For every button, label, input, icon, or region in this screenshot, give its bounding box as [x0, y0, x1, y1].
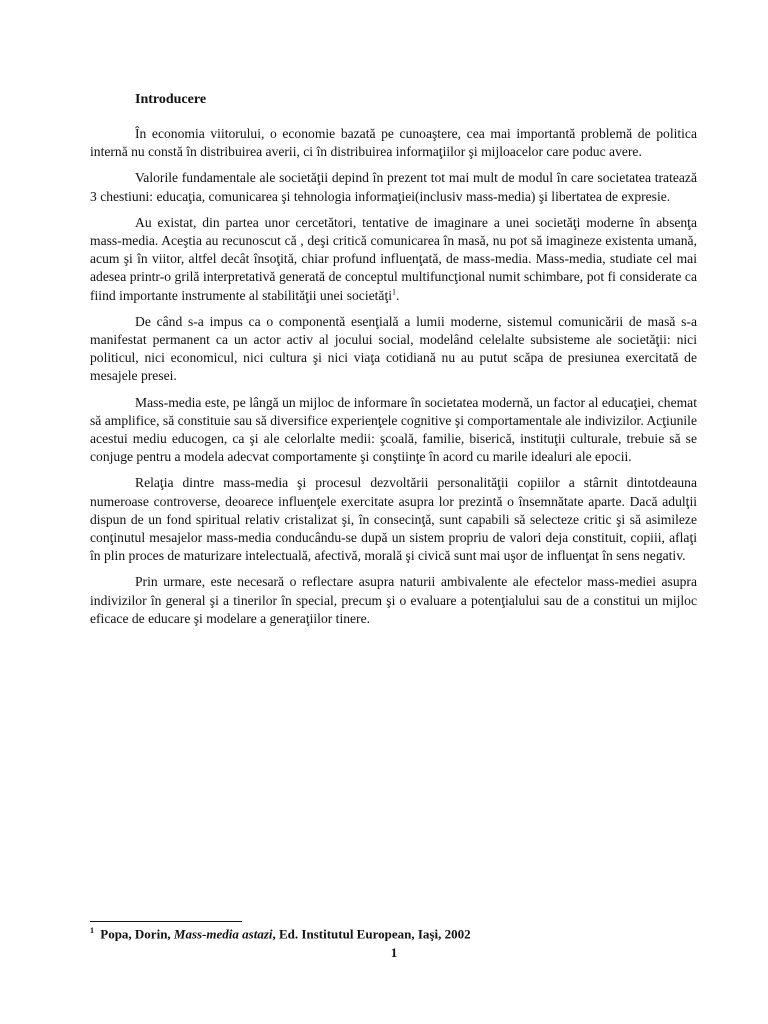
- paragraph-period: .: [396, 287, 400, 303]
- body-text: [90, 125, 697, 636]
- footnote-marker: 1: [90, 926, 94, 935]
- paragraph: Prin urmare, este necesară o reflectare asupra naturii ambivalente ale efectelor mass-mediei asupra indivizilor în general şi a tinerilor în special, precum şi o evaluare a potenţialului sau de a constitui un mijloc eficace de educare şi modelare a generaţiilor tinere.: [90, 574, 697, 626]
- section-heading: Introducere: [135, 92, 207, 107]
- paragraph: În economia viitorului, o economie bazată pe cunoaştere, cea mai importantă problemă de politica internă nu constă în distribuirea averii, ci în distribuirea informaţiilor şi mijloacelor care poduc avere.: [90, 126, 697, 160]
- page-number: 1: [390, 945, 398, 960]
- footnote-reference[interactable]: 1: [392, 287, 397, 297]
- footnote-publisher: , Ed. Institutul European, Iaşi, 2002: [272, 926, 471, 942]
- paragraph-with-footnote: [90, 214, 697, 305]
- paragraph: Valorile fundamentale ale societăţii depind în prezent tot mai mult de modul în care societatea tratează 3 chestiuni: educaţia, comunicarea şi tehnologia informaţiei(inclusiv mass-media) şi libertatea de expresie.: [90, 170, 697, 204]
- footnote: [90, 926, 471, 942]
- footnote-author: Popa, Dorin,: [100, 926, 171, 942]
- paragraph: Mass-media este, pe lângă un mijloc de informare în societatea modernă, un factor al educaţiei, chemat să amplifice, să constituie sau să diversifice experienţele cognitive şi comportamentale ale indivizilor. Acţiunile acestui mediu educogen, ca şi ale celorlalte medii: şcoală, familie, biserică, instituţii culturale, trebuie să se conjuge pentru a modela adecvat comportamente şi conştiinţe în acord cu marile idealuri ale epocii.: [90, 394, 697, 465]
- paragraph-text: Au existat, din partea unor cercetători, tentative de imaginare a unei societăţi moderne în absenţa mass-media. Aceştia au recunoscut că , deşi critică comunicarea în masă, nu pot să imagineze existenta umană, acum şi în viitor, altfel decât însoţită, chiar profund influenţată, de mass-media. Mass-media, studiate cel mai adesea printr-o grilă interpretativă generată de conceptul multifuncţional numit schimbare, pot fi considerate ca fiind importante instrumente al stabilităţii unei societăţi: [90, 214, 697, 303]
- footnote-separator: [90, 921, 242, 922]
- footnote-title: Mass-media astazi: [173, 926, 273, 942]
- paragraph: De când s-a impus ca o componentă esenţială a lumii moderne, sistemul comunicării de masă s-a manifestat permanent ca un actor activ al jocului social, modelând celelalte subsisteme ale societăţii: nici politicul, nici economicul, nici cultura şi nici viaţa cotidiană nu au putut scăpa de presiunea exercitată de mesajele presei.: [90, 313, 697, 384]
- paragraph: Relaţia dintre mass-media şi procesul dezvoltării personalităţii copiilor a stârnit dintotdeauna numeroase controverse, deoarece influenţele exercitate asupra lor prezintă o însemnătate aparte. Dacă adulţii dispun de un fond spiritual relativ cristalizat şi, în consecinţă, sunt capabili să selecteze critic şi să asimileze conţinutul mesajelor mass-media conducându-se după un sistem propriu de valori deja constituit, copiii, aflaţi în plin proces de maturizare intelectuală, afectivă, morală şi civică sunt mai uşor de influenţat în sens negativ.: [90, 475, 697, 564]
